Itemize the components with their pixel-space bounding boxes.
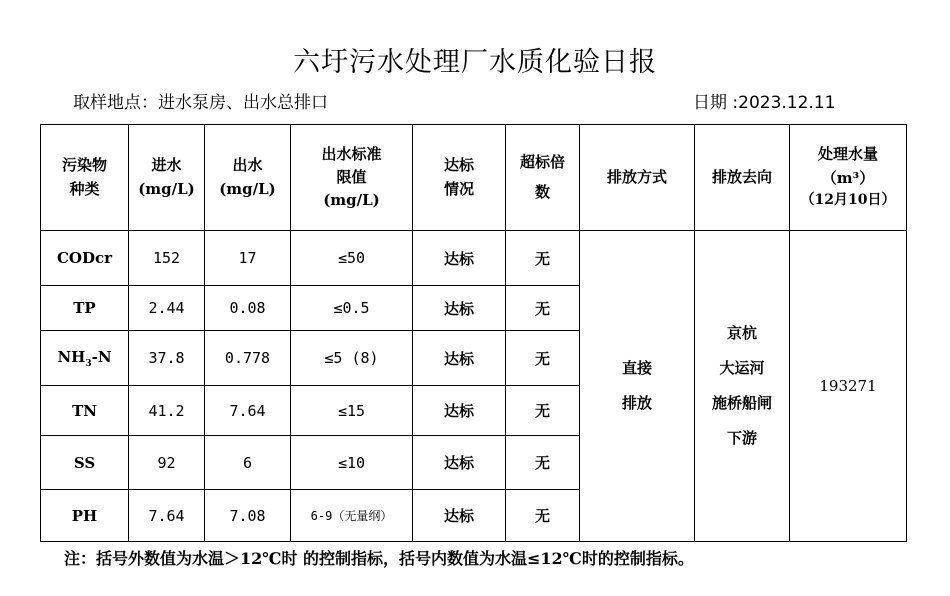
status-cell: 达标 <box>413 436 506 490</box>
outflow-value: 0.778 <box>205 331 291 386</box>
status-cell: 达标 <box>413 286 506 331</box>
excess-cell: 无 <box>506 436 580 490</box>
excess-cell: 无 <box>506 386 580 436</box>
sampling-location: 取样地点：进水泵房、出水总排口 <box>73 93 328 113</box>
pollutant-name: TP <box>41 286 129 331</box>
standard-limit: ≤15 <box>291 386 413 436</box>
footnote: 注：括号外数值为水温＞12℃时 的控制指标，括号内数值为水温≤12℃时的控制指标。 <box>64 549 694 568</box>
inflow-value: 37.8 <box>129 331 205 386</box>
header-excess: 超标倍 数 <box>506 125 580 231</box>
header-pollutant: 污染物 种类 <box>41 125 129 231</box>
treated-volume: 193271 <box>790 231 907 542</box>
inflow-value: 152 <box>129 231 205 286</box>
standard-limit: ≤10 <box>291 436 413 490</box>
status-cell: 达标 <box>413 231 506 286</box>
header-row <box>41 125 907 231</box>
discharge-destination: 京杭 大运河 施桥船闸 下游 <box>695 231 790 542</box>
header-volume: 处理水量 （m³） （12月10日） <box>790 125 907 231</box>
pollutant-name: CODcr <box>41 231 129 286</box>
outflow-value: 6 <box>205 436 291 490</box>
outflow-value: 7.64 <box>205 386 291 436</box>
excess-cell: 无 <box>506 231 580 286</box>
pollutant-name: PH <box>41 490 129 542</box>
inflow-value: 41.2 <box>129 386 205 436</box>
outflow-value: 17 <box>205 231 291 286</box>
excess-cell: 无 <box>506 490 580 542</box>
status-cell: 达标 <box>413 331 506 386</box>
standard-limit: ≤50 <box>291 231 413 286</box>
standard-limit: 6-9（无量纲） <box>291 490 413 542</box>
report-title: 六圩污水处理厂水质化验日报 <box>293 47 657 78</box>
inflow-value: 7.64 <box>129 490 205 542</box>
status-cell: 达标 <box>413 490 506 542</box>
status-cell: 达标 <box>413 386 506 436</box>
outflow-value: 7.08 <box>205 490 291 542</box>
standard-limit: ≤0.5 <box>291 286 413 331</box>
pollutant-name: SS <box>41 436 129 490</box>
discharge-method: 直接 排放 <box>580 231 695 542</box>
pollutant-name: TN <box>41 386 129 436</box>
header-outflow: 出水 (mg/L) <box>205 125 291 231</box>
report-date: 日期 :2023.12.11 <box>693 93 836 113</box>
header-status: 达标 情况 <box>413 125 506 231</box>
outflow-value: 0.08 <box>205 286 291 331</box>
header-inflow: 进水 (mg/L) <box>129 125 205 231</box>
pollutant-name: $NH_3-N$ <box>41 331 129 386</box>
inflow-value: 92 <box>129 436 205 490</box>
excess-cell: 无 <box>506 286 580 331</box>
water-quality-table <box>40 124 907 542</box>
table-row <box>41 231 907 286</box>
header-destination: 排放去向 <box>695 125 790 231</box>
excess-cell: 无 <box>506 331 580 386</box>
header-method: 排放方式 <box>580 125 695 231</box>
standard-limit: ≤5 (8) <box>291 331 413 386</box>
inflow-value: 2.44 <box>129 286 205 331</box>
header-standard: 出水标准 限值 (mg/L) <box>291 125 413 231</box>
